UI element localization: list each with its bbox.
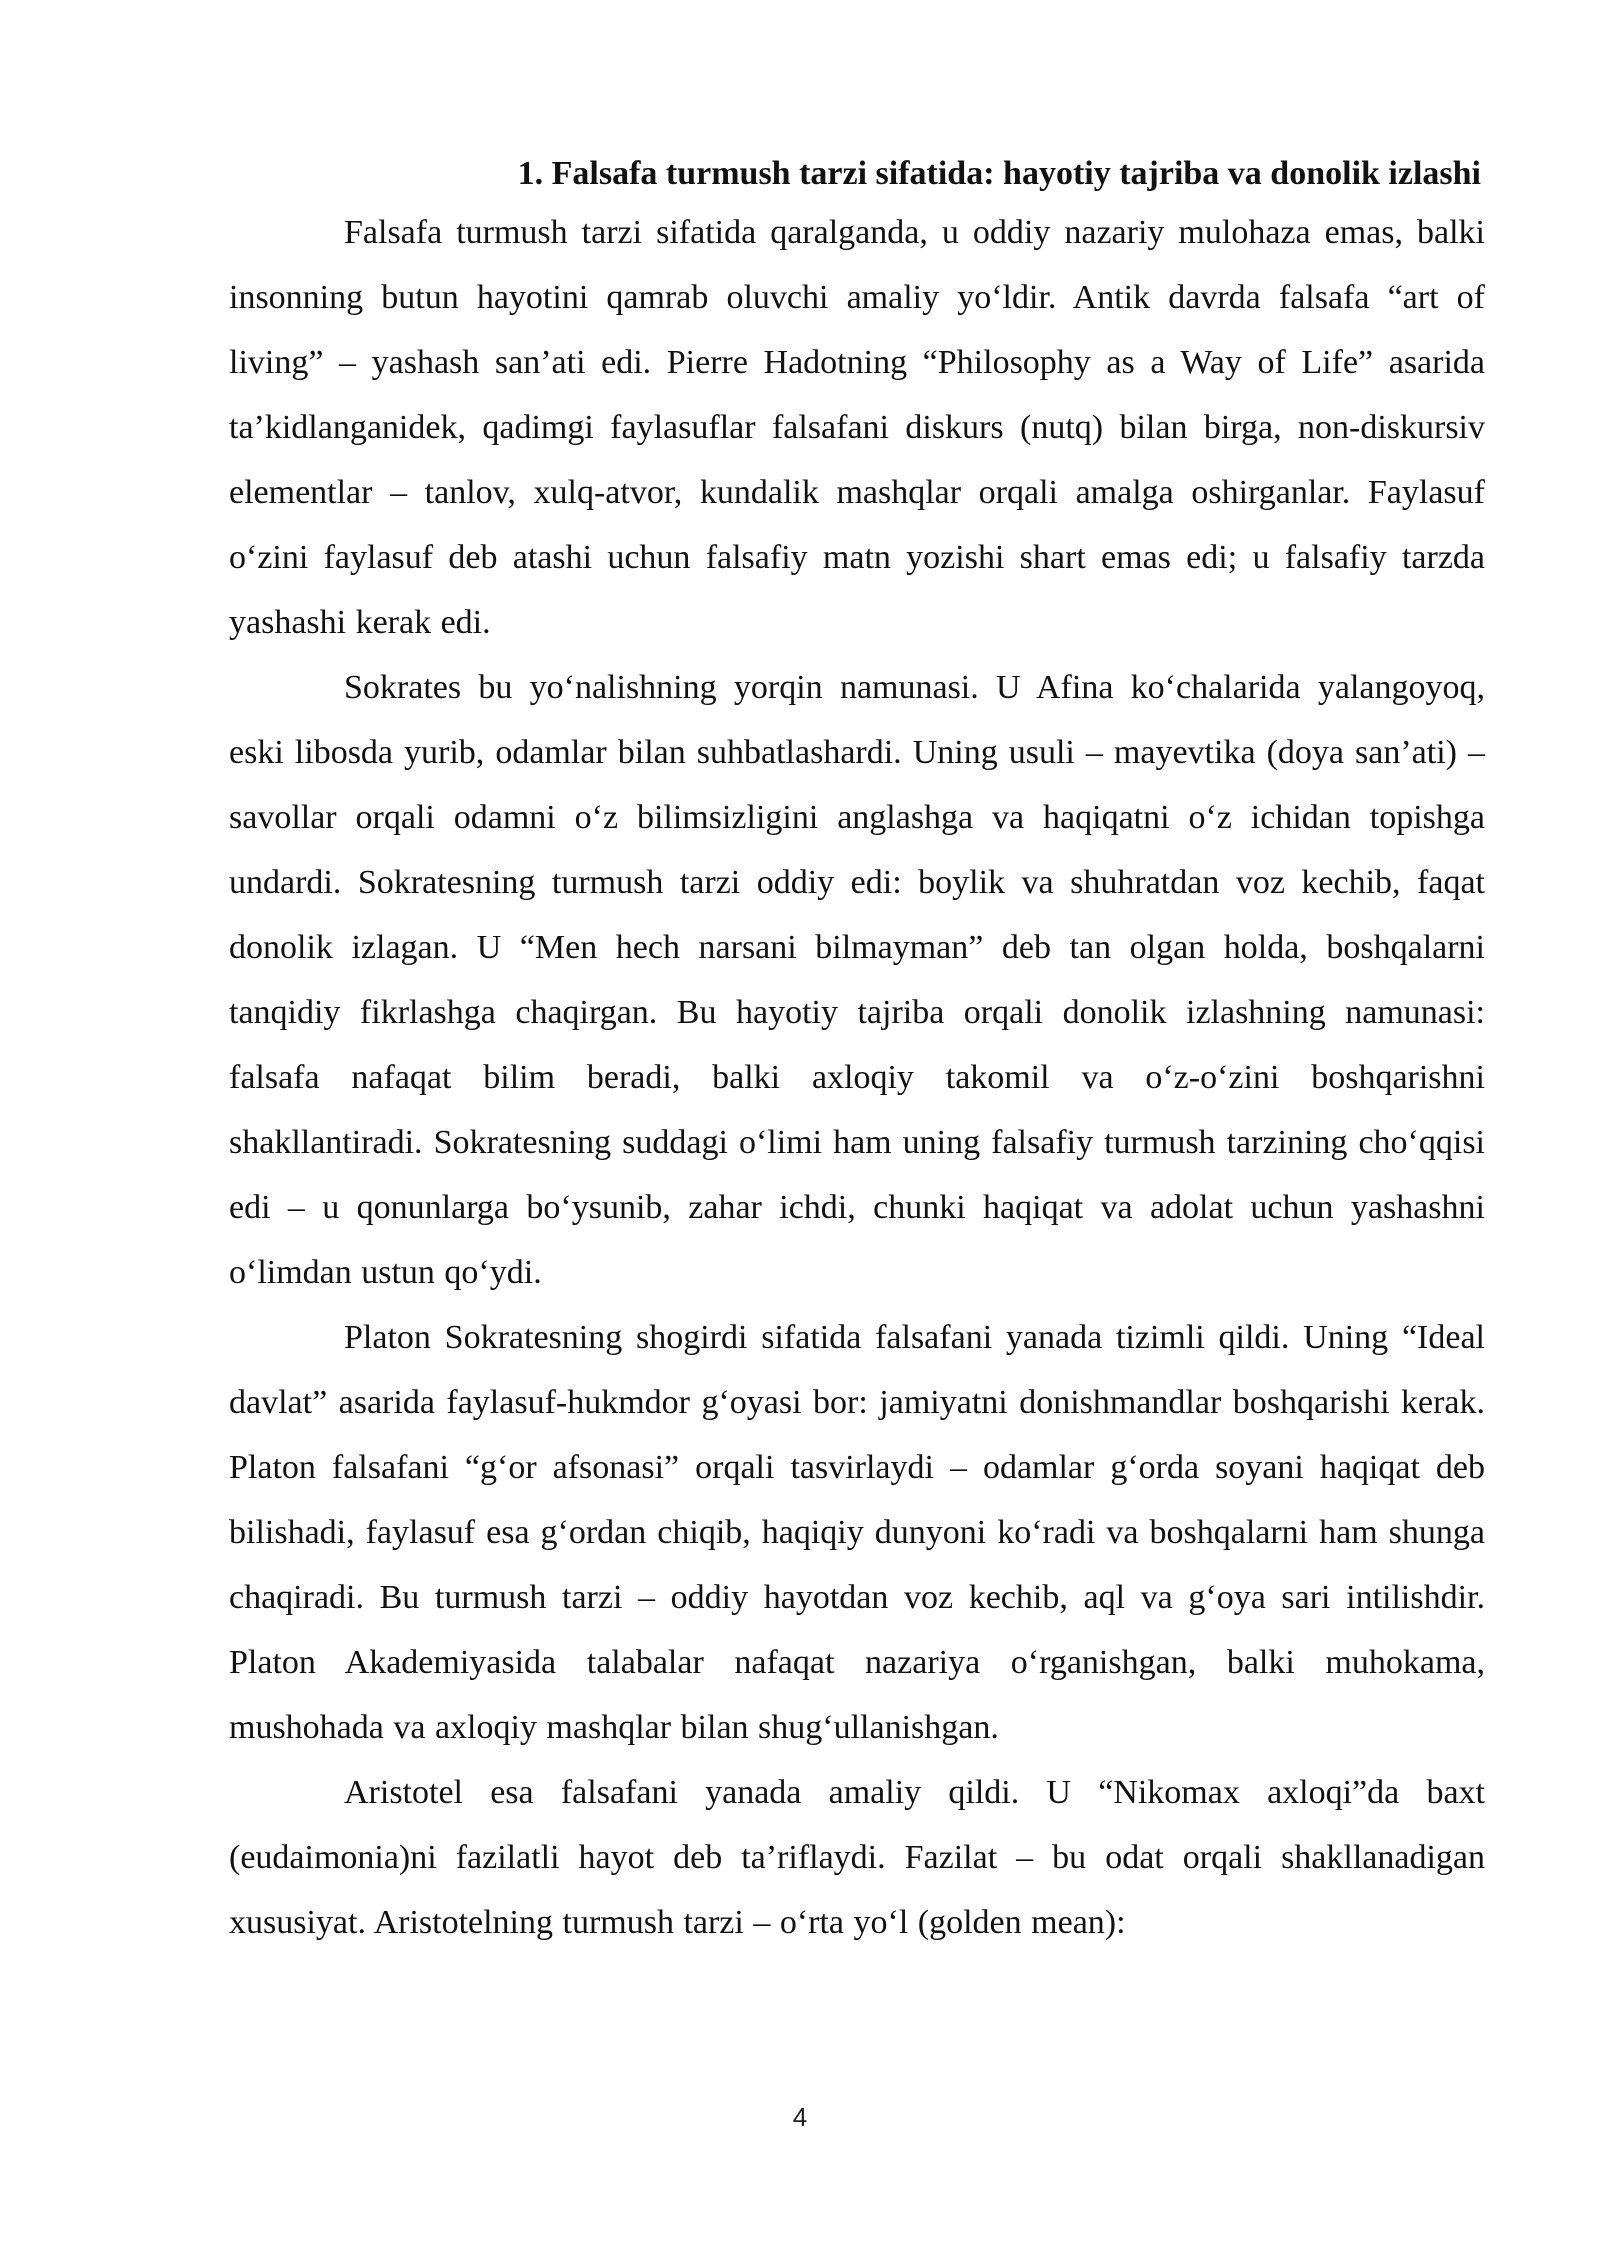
paragraph-platon: Platon Sokratesning shogirdi sifatida falsafani yanada tizimli qildi. Uning “Ideal davlat” asarida faylasuf-hukmdor g‘oyasi bor: jamiyatni donishmandlar boshqarishi kerak. Platon falsafani “g‘or afsonasi” orqali tasvirlaydi – odamlar g‘orda soyani haqiqat deb bilishadi, faylasuf esa g‘ordan chiqib, haqiqiy dunyoni ko‘radi va boshqalarni ham shunga chaqiradi. Bu turmush tarzi – oddiy hayotdan voz kechib, aql va g‘oya sari intilishdir. Platon Akademiyasida talabalar nafaqat nazariya o‘rganishgan, balki muhokama, mushohada va axloqiy mashqlar bilan shug‘ullanishgan. [229,1319,1485,1746]
page-number: 4 [792,2102,808,2132]
page-content [229,146,1485,1955]
paragraph-hadot: Falsafa turmush tarzi sifatida qaralganda, u oddiy nazariy mulohaza emas, balki insonning butun hayotini qamrab oluvchi amaliy yo‘ldir. Antik davrda falsafa “art of living” – yashash san’ati edi. Pierre Hadotning “Philosophy as a Way of Life” asarida ta’kidlanganidek, qadimgi faylasuflar falsafani diskurs (nutq) bilan birga, non-diskursiv elementlar – tanlov, xulq-atvor, kundalik mashqlar orqali amalga oshirganlar. Faylasuf o‘zini faylasuf deb atashi uchun falsafiy matn yozishi shart emas edi; u falsafiy tarzda yashashi kerak edi. [229,214,1485,641]
section-heading: 1. Falsafa turmush tarzi sifatida: hayotiy tajriba va donolik izlashi [517,155,1481,192]
paragraph-aristotel: Aristotel esa falsafani yanada amaliy qildi. U “Nikomax axloqi”da baxt (eudaimonia)ni fazilatli hayot deb ta’riflaydi. Fazilat – bu odat orqali shakllanadigan xususiyat. Aristotelning turmush tarzi – o‘rta yo‘l (golden mean): [229,1774,1485,1941]
paragraph-sokrates: Sokrates bu yo‘nalishning yorqin namunasi. U Afina ko‘chalarida yalangoyoq, eski libosda yurib, odamlar bilan suhbatlashardi. Uning usuli – mayevtika (doya san’ati) – savollar orqali odamni o‘z bilimsizligini anglashga va haqiqatni o‘z ichidan topishga undardi. Sokratesning turmush tarzi oddiy edi: boylik va shuhratdan voz kechib, faqat donolik izlagan. U “Men hech narsani bilmayman” deb tan olgan holda, boshqalarni tanqidiy fikrlashga chaqirgan. Bu hayotiy tajriba orqali donolik izlashning namunasi: falsafa nafaqat bilim beradi, balki axloqiy takomil va o‘z-o‘zini boshqarishni shakllantiradi. Sokratesning suddagi o‘limi ham uning falsafiy turmush tarzining cho‘qqisi edi – u qonunlarga bo‘ysunib, zahar ichdi, chunki haqiqat va adolat uchun yashashni o‘limdan ustun qo‘ydi. [229,669,1485,1291]
